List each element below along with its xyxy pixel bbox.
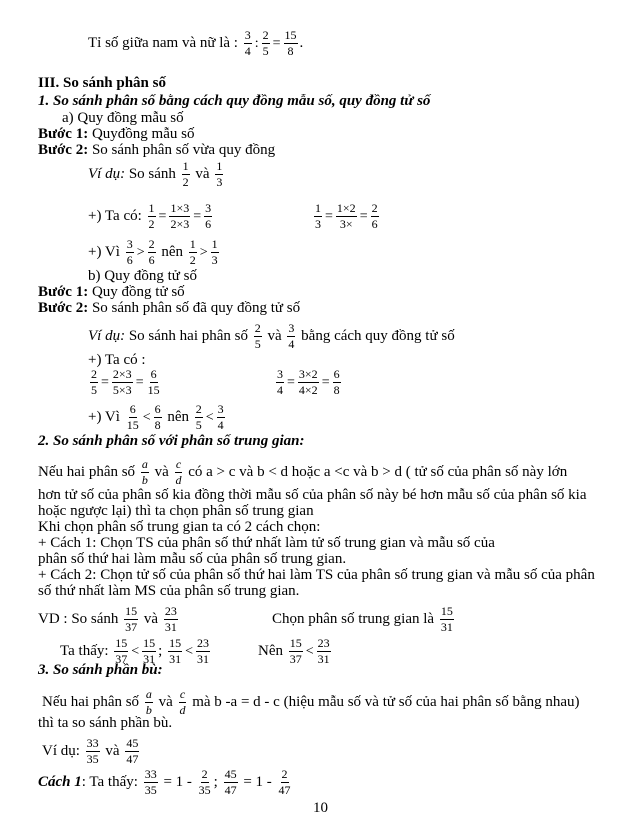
subheading: a) Quy đồng mẫu số [62,110,184,126]
step-line: Bước 1: Quy đồng tử số [38,284,185,300]
fraction: $\frac{2}{35}$ [198,767,211,797]
fraction: $\frac{3}{6}$ [205,201,212,231]
paragraph-line: Khi chọn phân số trung gian ta có 2 cách chọn: [38,519,321,535]
ratio-label: Tỉ số giữa nam và nữ là : [88,34,238,51]
fraction: $\frac{6}{15}$ [126,402,139,432]
fraction: $\frac{33}{35}$ [86,736,99,766]
calc-line: $\frac{2}{5}$ = $\frac{2\times 3}{5\times 3}$ = $\frac{6}{15}$ [91,367,160,397]
fraction: $\frac{1}{2}$ [182,159,189,189]
fraction: $\frac{23}{31}$ [197,636,209,666]
paragraph-line: hơn tử số của phân số kia đồng thời mẫu số của phân số này bé hơn mẫu số của phân số kia [38,487,587,503]
fraction: $\frac{3\times 2}{4\times 2}$ [298,367,318,397]
fraction: $\frac{a}{b}$ [141,457,148,487]
fraction: $\frac{15}{31}$ [440,604,453,634]
fraction: $\frac{2}{47}$ [278,767,291,797]
section-title: III. So sánh phân số [38,75,166,91]
calc-line: Nên $\frac{15}{37}$ < $\frac{23}{31}$ [258,636,330,666]
fraction: $\frac{15}{8}$ [284,28,297,58]
fraction: $\frac{6}{8}$ [154,402,161,432]
example-line: VD : So sánh $\frac{15}{37}$ và $\frac{23}{31}$ [38,604,177,634]
fraction: $\frac{3}{4}$ [244,28,251,58]
fraction: $\frac{15}{37}$ [289,636,302,666]
calc-line: $\frac{1}{3}$ = $\frac{1\times 2}{3\times}$ = $\frac{2}{6}$ [315,201,378,231]
fraction: $\frac{2\times 3}{5\times 3}$ [112,367,132,397]
fraction: $\frac{2}{5}$ [254,321,261,351]
fraction: $\frac{1\times 2}{3\times}$ [336,201,356,231]
calc-line: $\frac{3}{4}$ = $\frac{3\times 2}{4\times 2}$ = $\frac{6}{8}$ [277,367,340,397]
fraction: $\frac{c}{d}$ [175,457,182,487]
fraction: $\frac{15}{37}$ [115,636,128,666]
fraction: $\frac{3}{4}$ [288,321,295,351]
fraction: $\frac{1}{2}$ [148,201,155,231]
calc-line: Cách 1: Ta thấy: $\frac{33}{35}$ = 1 - $\frac{2}{35}$ ; $\frac{45}{47}$ = 1 - $\frac{2}{47}$ [38,767,291,797]
subheading: b) Quy đồng tử số [88,268,197,284]
step-line: Bước 2: So sánh phân số đã quy đồng tử số [38,300,301,316]
fraction: $\frac{2}{5}$ [91,367,97,397]
fraction: $\frac{1}{3}$ [216,159,223,189]
paragraph-line: hoặc ngược lại) thì ta chọn phân số trung gian [38,503,314,519]
paragraph-line: thì ta so sánh phần bù. [38,715,173,731]
fraction: $\frac{6}{8}$ [333,367,340,397]
calc-line: +) Ta có : [88,352,146,368]
calc-line: +) Vì $\frac{6}{15}$ < $\frac{6}{8}$ nên $\frac{2}{5}$ < $\frac{3}{4}$ [88,402,224,432]
fraction: $\frac{2}{6}$ [148,237,155,267]
fraction: $\frac{1}{3}$ [211,237,218,267]
calc-line: +) Ta có: $\frac{1}{2}$ = $\frac{1\times 3}{2\times 3}$ = $\frac{3}{6}$ [88,201,212,231]
fraction: $\frac{15}{31}$ [143,636,156,666]
paragraph-line: + Cách 1: Chọn TS của phân số thứ nhất làm tử số trung gian và mẫu số của [38,535,495,551]
fraction: $\frac{3}{6}$ [126,237,133,267]
example-line: Ví dụ: So sánh hai phân số $\frac{2}{5}$ và $\frac{3}{4}$ bằng cách quy đồng tử số [88,321,455,351]
fraction: $\frac{a}{b}$ [145,687,152,717]
step-line: Bước 1: Quyđồng mẫu số [38,126,195,142]
fraction: $\frac{6}{15}$ [147,367,160,397]
step-line: Bước 2: So sánh phân số vừa quy đồng [38,142,276,158]
paragraph-line: phân số thứ hai làm mẫu số của phân số trung gian. [38,551,347,567]
paragraph-line: Nếu hai phân số $\frac{a}{b}$ và $\frac{c}{d}$ có a > c và b < d hoặc a <c và b > d ( tử số của phân số này lớn [38,457,568,487]
fraction: $\frac{23}{31}$ [164,604,177,634]
example-line: Ví dụ: $\frac{33}{35}$ và $\frac{45}{47}$ [42,736,139,766]
fraction: $\frac{3}{4}$ [217,402,224,432]
fraction: $\frac{1\times 3}{2\times 3}$ [170,201,190,231]
fraction: $\frac{23}{31}$ [317,636,330,666]
calc-line: +) Vì $\frac{3}{6}$ > $\frac{2}{6}$ nên $\frac{1}{2}$ > $\frac{1}{3}$ [88,237,218,267]
subsection-title: 2. So sánh phân số với phân số trung gian: [38,433,305,449]
fraction: $\frac{c}{d}$ [179,687,186,717]
page-number: 10 [313,800,328,816]
fraction: $\frac{33}{35}$ [144,767,157,797]
paragraph-line: số thứ nhất làm MS của phân số trung gian. [38,583,300,599]
subsection-title: 3. So sánh phần bù: [38,662,163,678]
fraction: $\frac{1}{2}$ [189,237,196,267]
example-line: Ví dụ: So sánh $\frac{1}{2}$ và $\frac{1}{3}$ [88,159,223,189]
fraction: $\frac{3}{4}$ [277,367,283,397]
fraction: $\frac{45}{47}$ [126,736,139,766]
calc-line: Ta thấy: $\frac{15}{37}$ < $\frac{15}{31}$ ; $\frac{15}{31}$ < $\frac{23}{31}$ [60,636,209,666]
example-line: Chọn phân số trung gian là $\frac{15}{31}$ [272,604,453,634]
fraction: $\frac{15}{37}$ [125,604,138,634]
fraction: $\frac{2}{6}$ [371,201,378,231]
fraction: $\frac{45}{47}$ [224,767,237,797]
fraction: $\frac{2}{5}$ [195,402,202,432]
paragraph-line: Nếu hai phân số $\frac{a}{b}$ và $\frac{c}{d}$ mà b -a = d - c (hiệu mẫu số và tử số của hai phân số bằng nhau) [42,687,580,717]
subsection-title: 1. So sánh phân số bằng cách quy đồng mẫu số, quy đồng tử số [38,93,431,109]
ratio-line: Tỉ số giữa nam và nữ là : $\frac{3}{4}$ : $\frac{2}{5}$ = $\frac{15}{8}$ . [88,28,304,58]
fraction: $\frac{15}{31}$ [169,636,182,666]
fraction: $\frac{1}{3}$ [315,201,321,231]
paragraph-line: + Cách 2: Chọn tử số của phân số thứ hai làm TS của phân số trung gian và mẫu số của phân [38,567,595,583]
fraction: $\frac{2}{5}$ [262,28,269,58]
